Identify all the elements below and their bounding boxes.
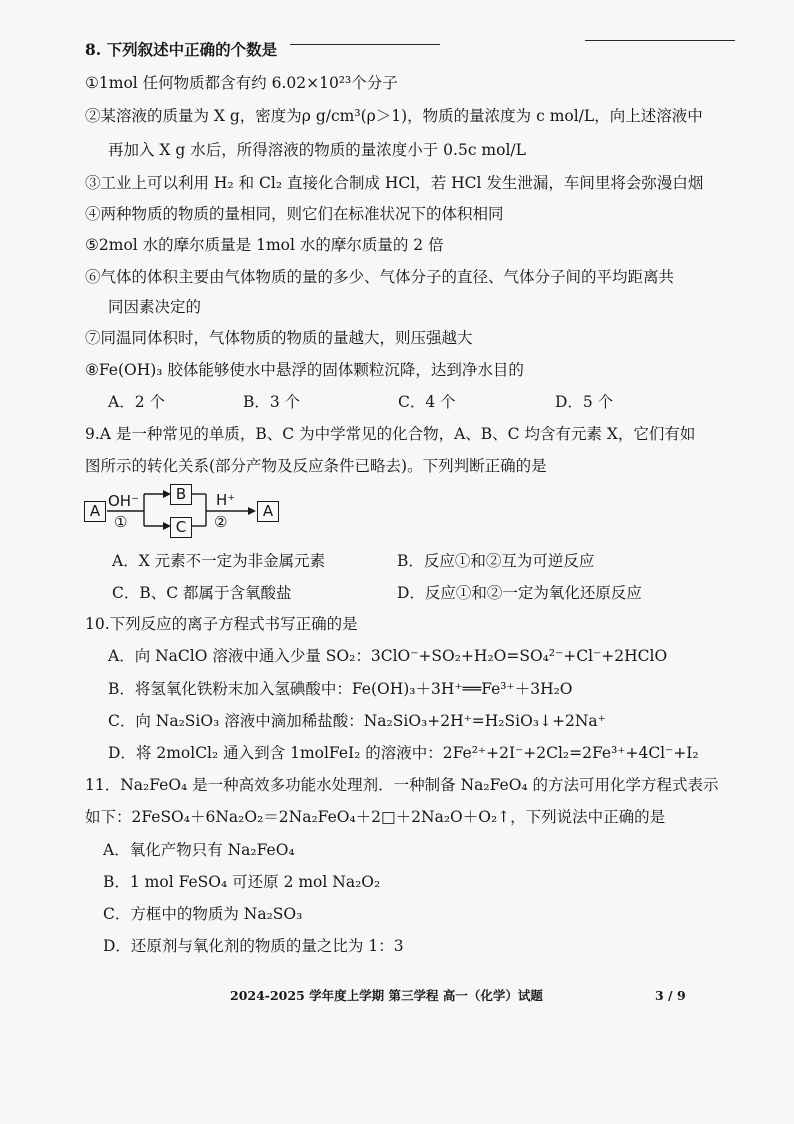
box-a-left: A	[84, 501, 106, 522]
box-b: B	[170, 484, 192, 505]
reagent-2-label: H⁺	[216, 491, 236, 509]
q8-option-b[interactable]: B．3 个	[243, 393, 301, 411]
header-rule-left	[290, 44, 440, 45]
q8-item-1: ①1mol 任何物质都含有约 6.02×10²³个分子	[85, 74, 398, 92]
q8-option-d[interactable]: D．5 个	[555, 393, 614, 411]
q11-option-a[interactable]: A．氧化产物只有 Na₂FeO₄	[103, 841, 295, 859]
q8-item-5: ⑤2mol 水的摩尔质量是 1mol 水的摩尔质量的 2 倍	[85, 236, 444, 254]
q11-option-c[interactable]: C．方框中的物质为 Na₂SO₃	[103, 905, 303, 923]
q10-option-b[interactable]: B．将氢氧化铁粉末加入氢碘酸中：Fe(OH)₃＋3H⁺══Fe³⁺＋3H₂O	[108, 680, 573, 698]
q11-stem-1: 11．Na₂FeO₄ 是一种高效多功能水处理剂．一种制备 Na₂FeO₄ 的方法可用化学方程式表示	[85, 776, 719, 794]
q8-item-4: ④两种物质的物质的量相同，则它们在标准状况下的体积相同	[85, 205, 504, 223]
q10-option-d[interactable]: D．将 2molCl₂ 通入到含 1molFeI₂ 的溶液中：2Fe²⁺+2I⁻+2Cl₂=2Fe³⁺+4Cl⁻+I₂	[108, 744, 699, 762]
step-1-label: ①	[114, 513, 128, 531]
q8-item-7: ⑦同温同体积时，气体物质的物质的量越大，则压强越大	[85, 329, 473, 347]
header-rule-right	[585, 40, 735, 41]
q11-stem-2: 如下：2FeSO₄＋6Na₂O₂＝2Na₂FeO₄＋2□＋2Na₂O＋O₂↑，下列说法中正确的是	[85, 808, 666, 826]
q8-item-6: ⑥气体的体积主要由气体物质的量的多少、气体分子的直径、气体分子间的平均距离共	[85, 268, 675, 286]
q8-item-8: ⑧Fe(OH)₃ 胶体能够使水中悬浮的固体颗粒沉降，达到净水目的	[85, 361, 524, 379]
q11-option-b[interactable]: B．1 mol FeSO₄ 可还原 2 mol Na₂O₂	[103, 873, 381, 891]
footer-page-number: 3 / 9	[655, 988, 686, 1003]
q10-option-a[interactable]: A．向 NaClO 溶液中通入少量 SO₂：3ClO⁻+SO₂+H₂O=SO₄²⁻+Cl⁻+2HClO	[108, 647, 668, 665]
q9-stem-1: 9.A 是一种常见的单质，B、C 为中学常见的化合物，A、B、C 均含有元素 X，它们有如	[85, 425, 696, 443]
q9-option-d[interactable]: D．反应①和②一定为氧化还原反应	[397, 584, 642, 602]
box-c: C	[170, 517, 192, 538]
reagent-1-label: OH⁻	[108, 492, 140, 510]
q8-stem: 8. 下列叙述中正确的个数是	[85, 40, 278, 59]
q8-option-a[interactable]: A．2 个	[108, 393, 165, 411]
q8-item-2-cont: 再加入 X g 水后，所得溶液的物质的量浓度小于 0.5c mol/L	[108, 141, 526, 159]
q9-stem-2: 图所示的转化关系(部分产物及反应条件已略去)。下列判断正确的是	[85, 457, 547, 475]
box-a-right: A	[257, 501, 279, 522]
q9-diagram	[80, 480, 300, 542]
q10-stem: 10.下列反应的离子方程式书写正确的是	[85, 615, 358, 633]
q11-option-d[interactable]: D．还原剂与氧化剂的物质的量之比为 1：3	[103, 937, 404, 955]
q9-option-a[interactable]: A．X 元素不一定为非金属元素	[112, 552, 326, 570]
q10-option-c[interactable]: C．向 Na₂SiO₃ 溶液中滴加稀盐酸：Na₂SiO₃+2H⁺=H₂SiO₃↓+2Na⁺	[108, 712, 606, 730]
q9-option-b[interactable]: B．反应①和②互为可逆反应	[397, 552, 595, 570]
footer-title: 2024-2025 学年度上学期 第三学程 高一（化学）试题	[230, 988, 543, 1003]
q8-item-2: ②某溶液的质量为 X g，密度为ρ g/cm³(ρ＞1)，物质的量浓度为 c mol/L，向上述溶液中	[85, 107, 703, 125]
q8-item-6-cont: 同因素决定的	[108, 298, 202, 316]
step-2-label: ②	[214, 513, 228, 531]
q8-item-3: ③工业上可以利用 H₂ 和 Cl₂ 直接化合制成 HCl，若 HCl 发生泄漏，车间里将会弥漫白烟	[85, 174, 704, 192]
q9-option-c[interactable]: C．B、C 都属于含氧酸盐	[112, 584, 292, 602]
q8-option-c[interactable]: C．4 个	[398, 393, 456, 411]
